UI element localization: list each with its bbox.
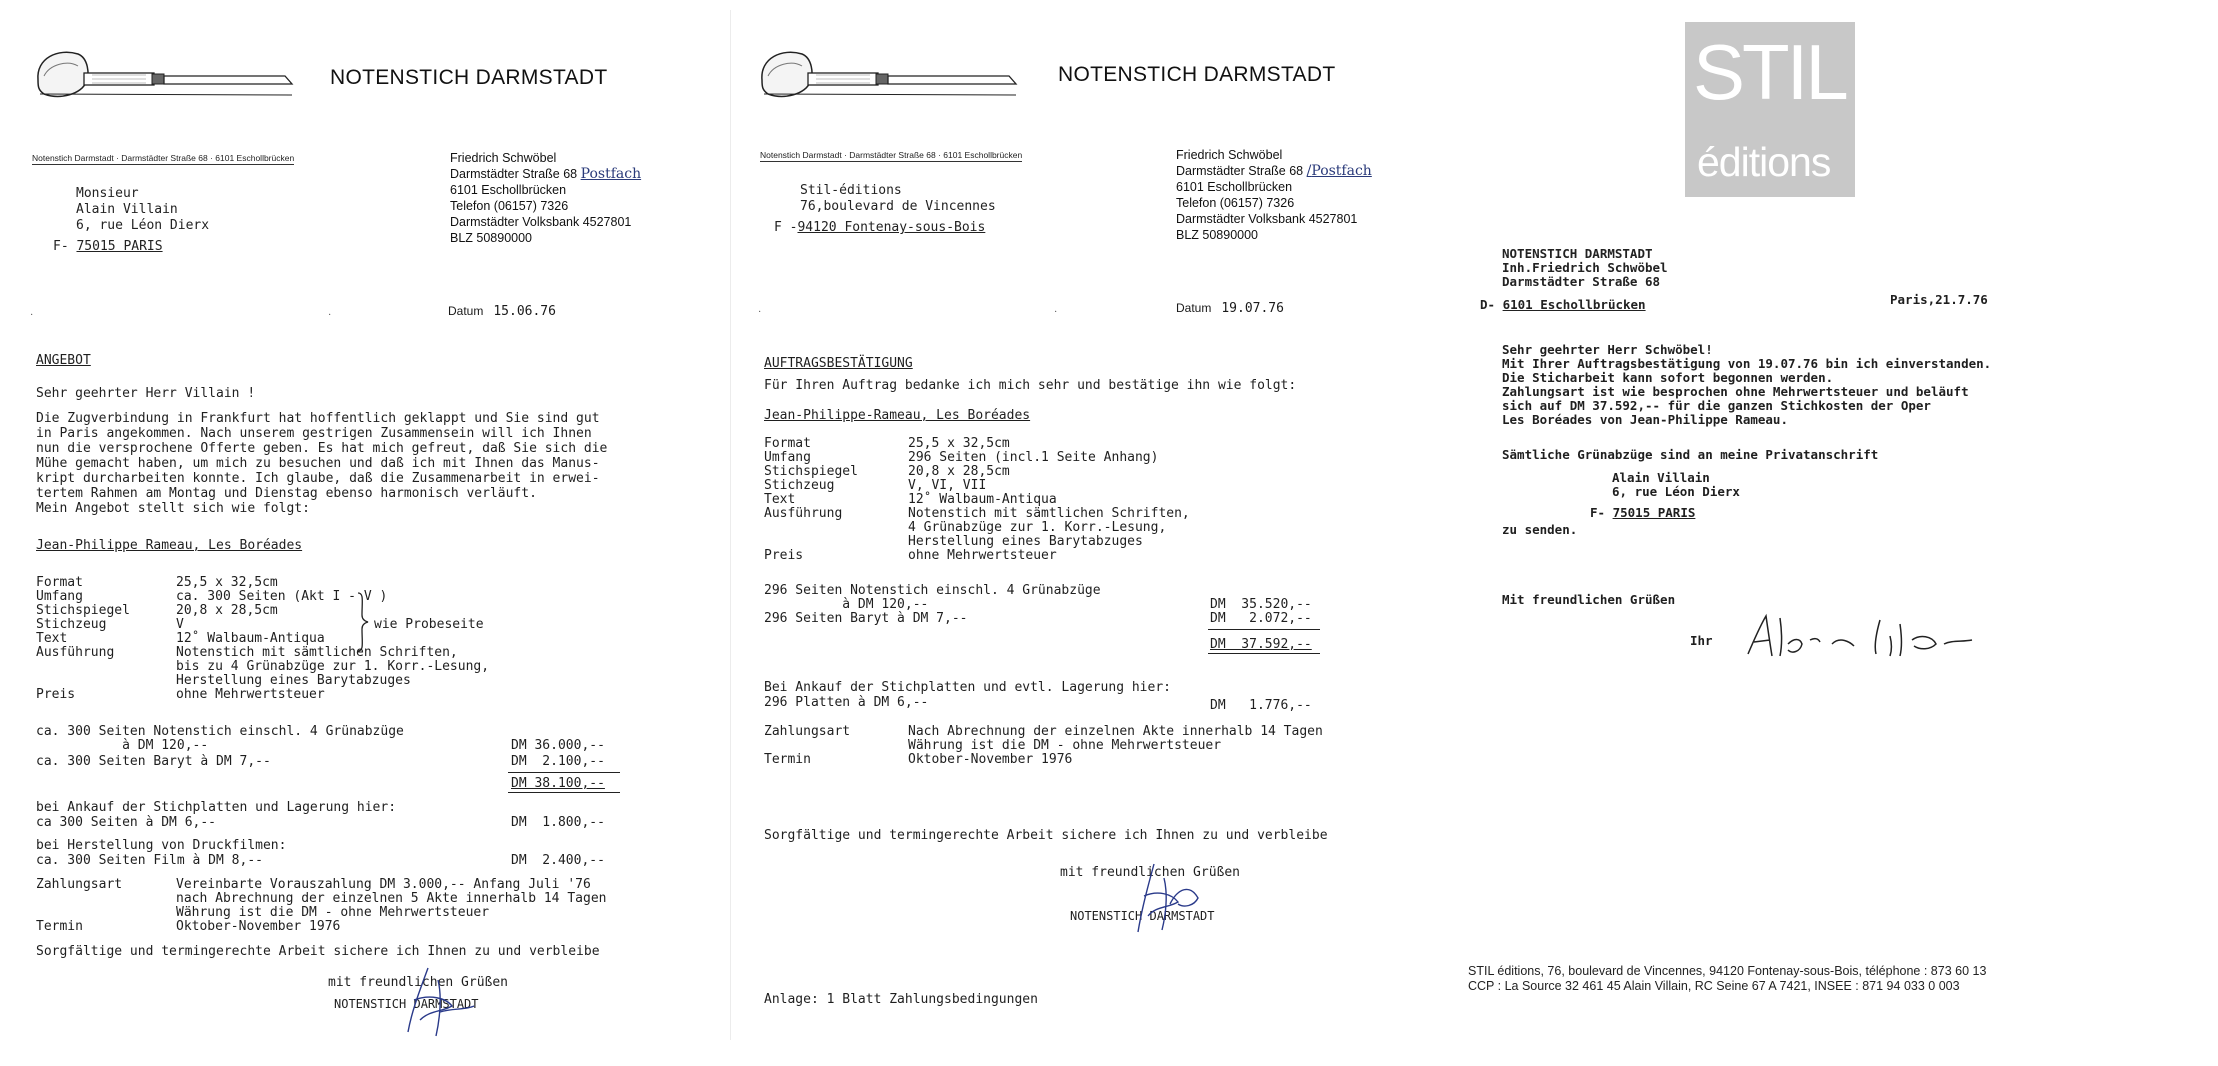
engraving-tool-logo (30, 40, 300, 110)
sender-address: Friedrich Schwöbel Darmstädter Straße 68 /Postfach 6101 Eschollbrücken Telefon (06157) 7326 Darmstädter Volksbank 4527801 BLZ 50890000 (1176, 148, 1372, 242)
recipient-city: F -94120 Fontenay-sous-Bois (774, 220, 986, 235)
payment-terms: Zahlungsart Vereinbarte Vorauszahlung DM 3.000,-- Anfang Juli '76 nach Abrechnung der einzelnen 5 Akte innerhalb 14 Tagen Währung ist die DM - ohne Mehrwertsteuer Termin Oktober-November 1976 (36, 877, 607, 934)
recipient-address: Stil-éditions 76,boulevard de Vincennes (800, 183, 996, 214)
greeting: Mit freundlichen Grüßen (1502, 592, 1676, 607)
private-address: Alain Villain 6, rue Léon Dierx (1612, 470, 1740, 499)
private-city: F- 75015 PARIS (1590, 505, 1696, 520)
signature-mark (390, 960, 480, 1040)
cost-table: ca. 300 Seiten Notenstich einschl. 4 Grünabzüge à DM 120,-- DM 36.000,-- ca. 300 Seiten Baryt à DM 7,-- DM 2.100,-- DM 38.100,-- bei Ankauf der Stichplatten und Lagerung hier: ca 300 Seiten à DM 6,-- DM 1.800,-- bei Herstellung von Druckfilmen: ca. 300 Seiten Film à DM 8,-- DM 2.400,-- (36, 724, 656, 874)
recipient-address: Monsieur Alain Villain 6, rue Léon Dierx (76, 186, 210, 233)
date: Datum 19.07.76 (1176, 301, 1284, 316)
plates-cost: 296 Platten à DM 6,-- (764, 695, 929, 710)
date: Datum 15.06.76 (448, 304, 556, 319)
brand-title: NOTENSTICH DARMSTADT (330, 66, 608, 89)
brace-icon (356, 591, 370, 653)
plates-intro: Bei Ankauf der Stichplatten und evtl. Lagerung hier: (764, 680, 1171, 695)
place-date: Paris,21.7.76 (1890, 292, 1988, 307)
postfach-note: Postfach (580, 166, 642, 182)
attachment-note: Anlage: 1 Blatt Zahlungsbedingungen (764, 992, 1038, 1007)
footer-address: STIL éditions, 76, boulevard de Vincennes, 94120 Fontenay-sous-Bois, téléphone : 873 60 13 CCP : La Source 32 461 45 Alain Villain, RC Seine 67 A 7421, INSEE : 871 94 033 0 003 (1468, 964, 1987, 993)
ihr-label: Ihr (1690, 633, 1713, 648)
spec-table: Format 25,5 x 32,5cm Umfang 296 Seiten (incl.1 Seite Anhang) Stichspiegel 20,8 x 28,5cm Stichzeug V, VI, VII Text 12˚ Walbaum-Antiqua Ausführung Notenstich mit sämtlichen Schriften, 4 Grünabzüge zur 1. Korr.-Lesung, Herstellung eines Barytabzuges Preis ohne Mehrwertsteuer (764, 436, 1190, 563)
greeting: mit freundlichen Grüßen (328, 975, 509, 990)
signature-mark (1740, 610, 1980, 666)
sender-address: Friedrich Schwöbel Darmstädter Straße 68 Postfach 6101 Eschollbrücken Telefon (06157) 7326 Darmstädter Volksbank 4527801 BLZ 50890000 (450, 151, 642, 245)
spec-table: Format 25,5 x 32,5cm Umfang ca. 300 Seiten (Akt I - V ) Stichspiegel 20,8 x 28,5cm Stichzeug V Text 12˚ Walbaum-Antiqua Ausführung Notenstich mit sämtlichen Schriften, bis zu 4 Grünabzüge zur 1. Korr.-Lesung, Herstellung eines Barytabzuges Preis ohne Mehrwertsteuer wie Probeseite (36, 575, 490, 702)
engraving-tool-logo (754, 40, 1024, 110)
postfach-note: /Postfach (1306, 163, 1372, 179)
letter-reply (1460, 10, 2200, 1050)
brand-title: NOTENSTICH DARMSTADT (1058, 63, 1336, 86)
work-title: Jean-Philippe Rameau, Les Boréades (36, 538, 303, 553)
recipient-city: F- 75015 PARIS (53, 239, 163, 254)
send-note: zu senden. (1502, 522, 1578, 537)
intro-text: Für Ihren Auftrag bedanke ich mich sehr und bestätige ihn wie folgt: (764, 378, 1297, 393)
subject: AUFTRAGSBESTÄTIGUNG (764, 356, 913, 371)
plates-amount: DM 1.776,-- (1210, 698, 1312, 713)
signature-company: NOTENSTICH DARMSTADT (1070, 909, 1215, 923)
sender-line: Notenstich Darmstadt · Darmstädter Straße 68 · 6101 Eschollbrücken (32, 153, 295, 163)
work-title: Jean-Philippe-Rameau, Les Boréades (764, 408, 1031, 423)
body-text: Die Zugverbindung in Frankfurt hat hoffentlich geklappt und Sie sind gut in Paris angekommen. Nach unserem gestrigen Zusammensein will ich Ihnen nun die versprochene Offerte geben. Es hat mich gefreut, daß Sie sich die Mühe gemacht haben, um mich zu besuchen und daß ich mit Ihnen das Manus- kript durcharbeiten konnte. Ich glaube, daß die Zusammenarbeit in erwei- tertem Rahmen am Montag und Dienstag ebenso harmonisch verläuft. Mein Angebot stellt sich wie folgt: (36, 411, 608, 516)
payment-terms: Zahlungsart Nach Abrechnung der einzelnen Akte innerhalb 14 Tagen Währung ist die DM - ohne Mehrwertsteuer Termin Oktober-November 1976 (764, 724, 1323, 767)
closing-text: Sorgfältige und termingerechte Arbeit sichere ich Ihnen zu und verbleibe (36, 944, 600, 959)
salutation: Sehr geehrter Herr Villain ! (36, 386, 256, 401)
stil-editions-logo: STIL éditions (1685, 22, 1855, 197)
letter-offer: NOTENSTICH DARMSTADT Notenstich Darmstadt · Darmstädter Straße 68 · 6101 Eschollbrücken Friedrich Schwöbel Darmstädter Straße 68 Postfach 6101 Eschollbrücken Telefon (06157) 7326 Darmstädter Volksbank 4527801 BLZ 50890000 Monsieur Alain Villain 6, rue Léon Dierx F- 75015 PARIS · · Datum 15.06.76 ANGEBOT Sehr geehrter Herr Villain ! Die Zugverbindung in Frankfurt hat hoffentlich geklappt und Sie sind gut in Paris angekommen. Nach unserem gestrigen Zusammensein will ich Ihnen nun die versprochene Offerte geben. Es hat mich gefreut, daß Sie sich die Mühe gemacht haben, um mich zu besuchen und daß ich mit Ihnen das Manus- kript durcharbeiten konnte. Ich glaube, daß die Zusammenarbeit in erwei- tertem Rahmen am Montag und Dienstag ebenso harmonisch verläuft. Mein Angebot stellt sich wie folgt: Jean-Philippe Rameau, Les Boréades Format 25,5 x 32,5cm Umfang ca. 300 Seiten (Akt I - V ) Stichspiegel 20,8 x 28,5cm Stichzeug V Text 12˚ Walbaum-Antiqua Ausführung Notenstich mit sämtlichen Schriften, bis zu 4 Grünabzüge zur 1. Korr.-Lesung, Herstellung eines Barytabzuges Preis ohne Mehrwertsteuer wie Probeseite ca. 300 Seiten Notenstich einschl. 4 Grünabzüge à DM 120,-- DM 36.000,-- ca. 300 Seiten Baryt à DM 7,-- DM 2.100,-- DM 38.100,-- bei Ankauf der Stichplatten und Lagerung hier: ca 300 Seiten à DM 6,-- DM 1.800,-- bei Herstellung von Druckfilmen: ca. 300 Seiten Film à DM 8,-- DM 2.400,-- Zahlungsart Vereinbarte Vorauszahlung DM 3.000,-- Anfang Juli '76 nach Abrechnung der einzelnen 5 Akte innerhalb 14 Tagen Währung ist die DM - ohne Mehrwertsteuer Termin Oktober-November 1976 Sorgfältige und termingerechte Arbeit sichere ich Ihnen zu und verbleibe mit freundlichen Grüßen NOTENSTICH DARMSTADT (18, 10, 718, 1050)
greeting: mit freundlichen Grüßen (1060, 865, 1241, 880)
signature-mark (1118, 858, 1208, 938)
sender-line: Notenstich Darmstadt · Darmstädter Straße 68 · 6101 Eschollbrücken (760, 150, 1023, 160)
recipient-city: D- 6101 Eschollbrücken (1480, 297, 1646, 312)
brace-note: wie Probeseite (374, 617, 484, 632)
closing-text: Sorgfältige und termingerechte Arbeit sichere ich Ihnen zu und verbleibe (764, 828, 1328, 843)
subject: ANGEBOT (36, 353, 91, 368)
signature-company: NOTENSTICH DARMSTADT (334, 997, 479, 1011)
recipient-address: NOTENSTICH DARMSTADT Inh.Friedrich Schwöbel Darmstädter Straße 68 (1502, 246, 1668, 289)
salutation: Sehr geehrter Herr Schwöbel! (1502, 342, 1713, 357)
cost-table: 296 Seiten Notenstich einschl. 4 Grünabzüge à DM 120,-- DM 35.520,-- 296 Seiten Baryt à DM 7,-- DM 2.072,-- DM 37.592,-- (764, 583, 1384, 673)
proofs-note: Sämtliche Grünabzüge sind an meine Privatanschrift (1502, 447, 1879, 462)
letter-confirmation: NOTENSTICH DARMSTADT Notenstich Darmstadt · Darmstädter Straße 68 · 6101 Eschollbrücken Friedrich Schwöbel Darmstädter Straße 68 /Postfach 6101 Eschollbrücken Telefon (06157) 7326 Darmstädter Volksbank 4527801 BLZ 50890000 Stil-éditions 76,boulevard de Vincennes F -94120 Fontenay-sous-Bois · · Datum 19.07.76 AUFTRAGSBESTÄTIGUNG Für Ihren Auftrag bedanke ich mich sehr und bestätige ihn wie folgt: Jean-Philippe-Rameau, Les Boréades Format 25,5 x 32,5cm Umfang 296 Seiten (incl.1 Seite Anhang) Stichspiegel 20,8 x 28,5cm Stichzeug V, VI, VII Text 12˚ Walbaum-Antiqua Ausführung Notenstich mit sämtlichen Schriften, 4 Grünabzüge zur 1. Korr.-Lesung, Herstellung eines Barytabzuges Preis ohne Mehrwertsteuer 296 Seiten Notenstich einschl. 4 Grünabzüge à DM 120,-- DM 35.520,-- 296 Seiten Baryt à DM 7,-- DM 2.072,-- DM 37.592,-- Bei Ankauf der Stichplatten und evtl. Lagerung hier: 296 Platten à DM 6,-- DM 1.776,-- Zahlungsart Nach Abrechnung der einzelnen Akte innerhalb 14 Tagen Währung ist die DM - ohne Mehrwertsteuer Termin Oktober-November 1976 Sorgfältige und termingerechte Arbeit sichere ich Ihnen zu und verbleibe mit freundlichen Grüßen NOTENSTICH DARMSTADT Anlage: 1 Blatt Zahlungsbedingungen (744, 10, 1444, 1050)
body-text: Mit Ihrer Auftragsbestätigung von 19.07.76 bin ich einverstanden. Die Sticharbeit kann sofort begonnen werden. Zahlungsart ist wie besprochen ohne Mehrwertsteuer und beläuft sich auf DM 37.592,-- für die ganzen Stichkosten der Oper Les Boréades von Jean-Philippe Rameau. (1502, 356, 1992, 427)
